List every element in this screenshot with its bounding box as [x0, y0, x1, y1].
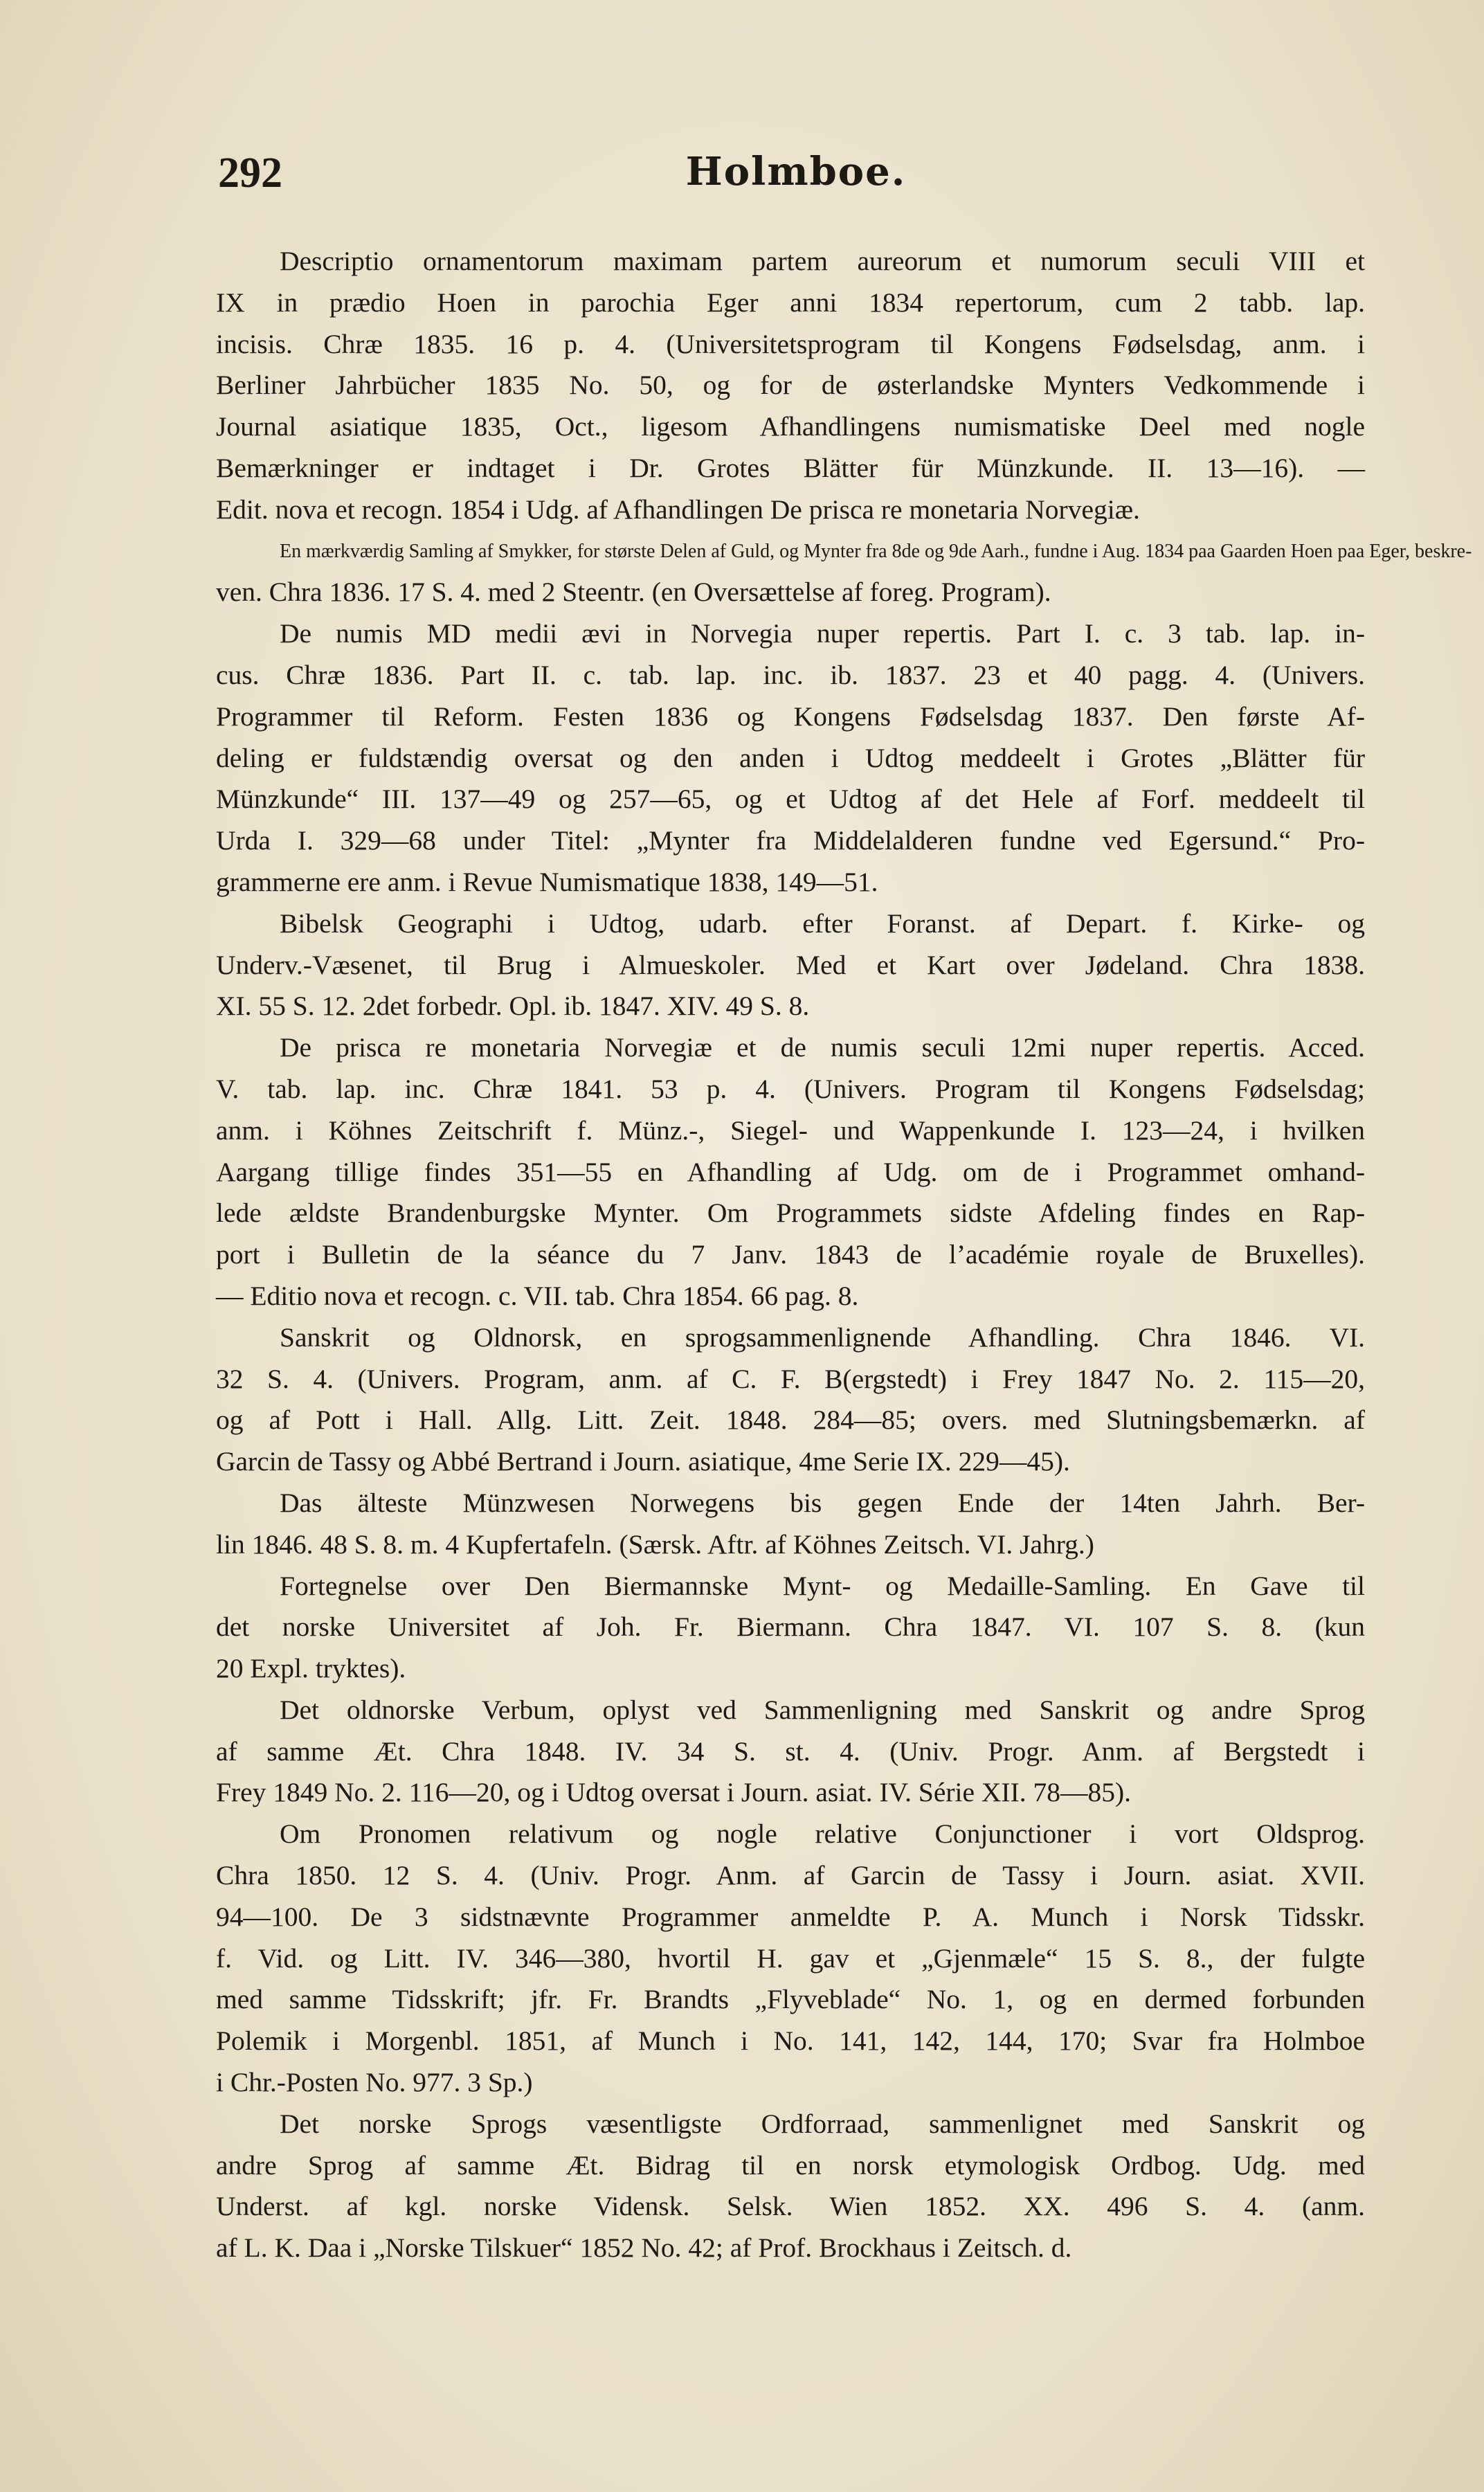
text-line: Bibelsk Geographi i Udtog, udarb. efter Foranst. af Depart. f. Kirke- og [280, 908, 1365, 939]
text-line: XI. 55 S. 12. 2det forbedr. Opl. ib. 1847. XIV. 49 S. 8. [216, 991, 810, 1022]
text-line: Bemærkninger er indtaget i Dr. Grotes Blätter für Münzkunde. II. 13—16). — [216, 452, 1365, 483]
bibliography-text [216, 241, 1472, 2269]
text-line: Chra 1850. 12 S. 4. (Univ. Progr. Anm. af Garcin de Tassy i Journ. asiat. XVII. [216, 1860, 1365, 1891]
text-line: anm. i Köhnes Zeitschrift f. Münz.-, Siegel- und Wappenkunde I. 123—24, i hvilken [216, 1114, 1365, 1146]
text-line: Om Pronomen relativum og nogle relative Conjunctioner i vort Oldsprog. [280, 1818, 1365, 1850]
text-line: port i Bulletin de la séance du 7 Janv. 1843 de l’académie royale de Bruxelles). [216, 1239, 1365, 1270]
text-line: lin 1846. 48 S. 8. m. 4 Kupfertafeln. (Særsk. Aftr. af Köhnes Zeitsch. VI. Jahrg.) [216, 1528, 1094, 1560]
text-line: 32 S. 4. (Univers. Program, anm. af C. F. B(ergstedt) i Frey 1847 No. 2. 115—20, [216, 1363, 1365, 1394]
text-line: det norske Universitet af Joh. Fr. Biermann. Chra 1847. VI. 107 S. 8. (kun [216, 1611, 1365, 1643]
text-line: ven. Chra 1836. 17 S. 4. med 2 Steentr. (en Oversættelse af foreg. Program). [216, 577, 1051, 608]
text-line: med samme Tidsskrift; jfr. Fr. Brandts „Flyveblade“ No. 1, og en dermed forbunden [216, 1984, 1365, 2015]
text-line: Aargang tillige findes 351—55 en Afhandling af Udg. om de i Programmet omhand- [216, 1156, 1365, 1187]
text-line: af samme Æt. Chra 1848. IV. 34 S. st. 4. (Univ. Progr. Anm. af Bergstedt i [216, 1735, 1365, 1767]
text-line: En mærkværdig Samling af Smykker, for største Delen af Guld, og Mynter fra 8de og 9de Aarh., fundne i Aug. 1834 paa Gaarden Hoen paa Eger, beskre- [280, 540, 1472, 562]
text-line: cus. Chræ 1836. Part II. c. tab. lap. inc. ib. 1837. 23 et 40 pagg. 4. (Univers. [216, 659, 1365, 690]
text-line: Sanskrit og Oldnorsk, en sprogsammenlignende Afhandling. Chra 1846. VI. [280, 1321, 1365, 1353]
text-line: Polemik i Morgenbl. 1851, af Munch i No. 141, 142, 144, 170; Svar fra Holmboe [216, 2025, 1365, 2057]
text-line: Münzkunde“ III. 137—49 og 257—65, og et Udtog af det Hele af Forf. meddeelt til [216, 784, 1365, 815]
running-head: Holmboe. [685, 149, 907, 195]
text-line: andre Sprog af samme Æt. Bidrag til en norsk etymologisk Ordbog. Udg. med [216, 2149, 1365, 2180]
text-line: V. tab. lap. inc. Chræ 1841. 53 p. 4. (Univers. Program til Kongens Fødselsdag; [216, 1073, 1365, 1104]
text-line: Underst. af kgl. norske Vidensk. Selsk. Wien 1852. XX. 496 S. 4. (anm. [216, 2191, 1365, 2222]
text-line: lede ældste Brandenburgske Mynter. Om Programmets sidste Afdeling findes en Rap- [216, 1198, 1365, 1229]
text-line: Fortegnelse over Den Biermannske Mynt- og Medaille-Samling. En Gave til [280, 1570, 1365, 1601]
text-line: Underv.-Væsenet, til Brug i Almueskoler. Med et Kart over Jødeland. Chra 1838. [216, 949, 1365, 980]
text-line: De numis MD medii ævi in Norvegia nuper repertis. Part I. c. 3 tab. lap. in- [280, 618, 1365, 649]
bibliography-entry [216, 613, 1365, 903]
bibliography-entry [216, 1566, 1365, 1690]
text-line: i Chr.-Posten No. 977. 3 Sp.) [216, 2067, 533, 2098]
text-line: af L. K. Daa i „Norske Tilskuer“ 1852 No. 42; af Prof. Brockhaus i Zeitsch. d. [216, 2232, 1072, 2264]
text-line: Journal asiatique 1835, Oct., ligesom Afhandlingens numismatiske Deel med nogle [216, 411, 1365, 442]
text-line: Garcin de Tassy og Abbé Bertrand i Journ. asiatique, 4me Serie IX. 229—45). [216, 1446, 1070, 1477]
text-line: og af Pott i Hall. Allg. Litt. Zeit. 1848. 284—85; overs. med Slutningsbemærkn. af [216, 1405, 1365, 1436]
text-line: grammerne ere anm. i Revue Numismatique 1838, 149—51. [216, 866, 878, 897]
text-line: — Editio nova et recogn. c. VII. tab. Chra 1854. 66 pag. 8. [216, 1280, 859, 1311]
text-line: Urda I. 329—68 under Titel: „Mynter fra Middelalderen fundne ved Egersund.“ Pro- [216, 825, 1365, 856]
bibliography-entry [216, 2104, 1365, 2269]
text-line: De prisca re monetaria Norvegiæ et de numis seculi 12mi nuper repertis. Acced. [280, 1032, 1365, 1063]
text-line: Edit. nova et recogn. 1854 i Udg. af Afhandlingen De prisca re monetaria Norvegiæ. [216, 494, 1140, 525]
bibliography-entry [216, 1027, 1365, 1317]
bibliography-entry [216, 1690, 1365, 1814]
bibliography-entry [216, 1814, 1365, 2104]
text-line: Berliner Jahrbücher 1835 No. 50, og for de østerlandske Mynters Vedkommende i [216, 370, 1365, 401]
bibliography-entry [216, 903, 1365, 1027]
text-line: deling er fuldstændig oversat og den anden i Udtog meddeelt i Grotes „Blätter für [216, 742, 1365, 773]
page-number: 292 [218, 150, 282, 197]
text-line: IX in prædio Hoen in parochia Eger anni 1834 repertorum, cum 2 tabb. lap. [216, 287, 1365, 318]
text-line: 94—100. De 3 sidstnævnte Programmer anmeldte P. A. Munch i Norsk Tidsskr. [216, 1901, 1365, 1932]
text-line: incisis. Chræ 1835. 16 p. 4. (Universitetsprogram til Kongens Fødselsdag, anm. i [216, 328, 1365, 359]
text-line: Det norske Sprogs væsentligste Ordforraad, sammenlignet med Sanskrit og [280, 2108, 1365, 2139]
text-line: Det oldnorske Verbum, oplyst ved Sammenligning med Sanskrit og andre Sprog [280, 1694, 1365, 1725]
bibliography-entry [216, 1483, 1365, 1566]
bibliography-entry [216, 1317, 1365, 1483]
text-line: Descriptio ornamentorum maximam partem aureorum et numorum seculi VIII et [280, 246, 1365, 276]
text-line: Das älteste Münzwesen Norwegens bis gegen Ende der 14ten Jahrh. Ber- [280, 1487, 1365, 1518]
bibliography-entry [216, 531, 1472, 614]
text-line: Programmer til Reform. Festen 1836 og Kongens Fødselsdag 1837. Den første Af- [216, 701, 1365, 732]
text-line: f. Vid. og Litt. IV. 346—380, hvortil H. gav et „Gjenmæle“ 15 S. 8., der fulgte [216, 1942, 1365, 1974]
page-header [218, 149, 1374, 204]
bibliography-entry [216, 241, 1365, 531]
text-line: 20 Expl. tryktes). [216, 1653, 406, 1684]
text-line: Frey 1849 No. 2. 116—20, og i Udtog oversat i Journ. asiat. IV. Série XII. 78—85). [216, 1777, 1131, 1808]
